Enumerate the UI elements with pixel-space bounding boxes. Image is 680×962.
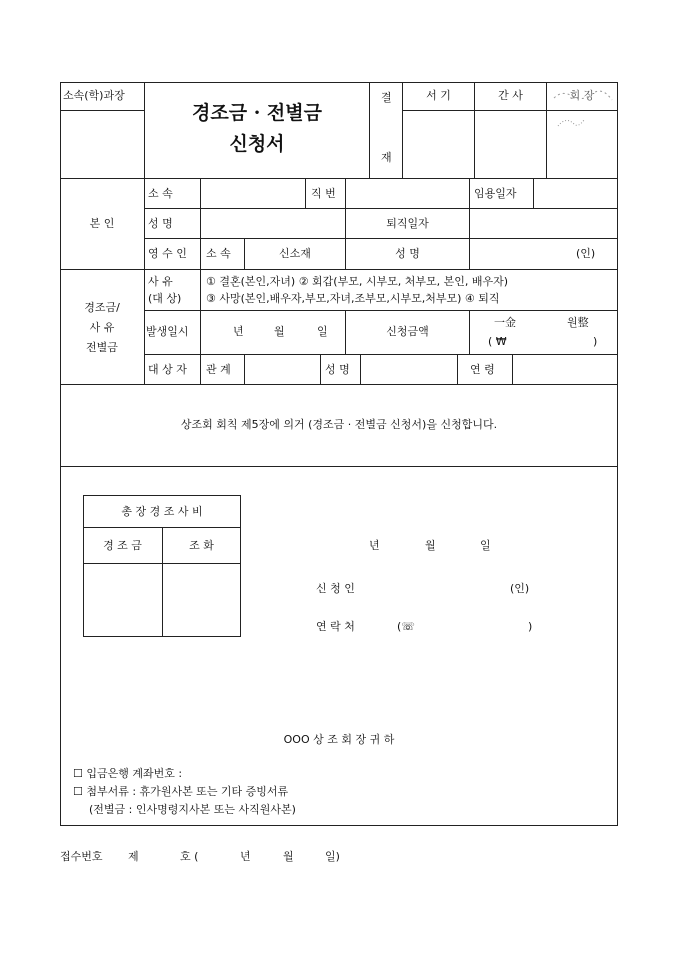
receipt-label: 접수번호 [60,850,103,863]
name-label: 성 명 [148,217,173,230]
reason-options-line2: ③ 사망(본인,배우자,부모,자녀,조부모,시부모,처부모) ④ 퇴직 [206,292,500,305]
fee-box-wreath-col: 조 화 [189,539,214,552]
signature-secretary-label: 서 기 [426,89,451,102]
benefit-section-label-2: 사 유 [89,321,115,334]
benefit-section-label-3: 전별금 [86,341,118,354]
amount-korean-prefix: 一金 [494,316,516,329]
contact-phone-prefix: (☏ [397,620,416,633]
signature-president-label: 회 장 [569,89,595,102]
applicant-seal: (인) [510,582,530,595]
applicant-section-label: 본 인 [89,217,115,230]
reason-options-line1: ① 결혼(본인,자녀) ② 회갑(부모, 시부모, 처부모, 본인, 배우자) [206,275,508,288]
form-title-line2: 신청서 [229,133,285,155]
farewell-attachment-note: (전별금 : 인사명령지사본 또는 사직원사본) [89,803,296,816]
affiliation-label: 소 속 [148,187,173,200]
department-head-label: 소속(학)과장 [63,89,125,102]
hire-date-label: 임용일자 [474,187,517,200]
sign-day-unit: 일 [480,539,491,552]
retire-date-label: 퇴직일자 [386,217,429,230]
approval-label-top: 결 [381,91,392,104]
occurred-day-unit: 일 [317,325,328,338]
occurred-year-unit: 년 [233,325,244,338]
recipient-affiliation-value: 신소재 [279,247,311,260]
amount-won-suffix: ) [593,335,598,348]
recipient-name-label: 성 명 [395,247,420,260]
target-name-label: 성 명 [325,363,350,376]
amount-won-prefix: ( ₩ [488,335,507,348]
bank-account-note: ☐ 입금은행 계좌번호 : [73,767,183,780]
sign-month-unit: 월 [425,539,436,552]
age-label: 연 령 [470,363,495,376]
receipt-month-unit: 월 [283,850,294,863]
application-statement: 상조회 회칙 제5장에 의거 (경조금 · 전별금 신청서)을 신청합니다. [180,418,498,431]
benefit-section-label-1: 경조금/ [84,301,120,314]
amount-korean-suffix: 원整 [567,316,589,329]
reason-label: 사 유 [148,275,173,288]
position-label: 직 번 [311,187,336,200]
applicant-sign-label: 신 청 인 [316,582,355,595]
occurred-date-label: 발생일시 [146,325,189,338]
receipt-year-unit: 년 [240,850,251,863]
sign-year-unit: 년 [369,539,380,552]
recipient-label: 영 수 인 [148,247,187,260]
receipt-day-unit: 일) [325,850,340,863]
contact-label: 연 락 처 [316,620,355,633]
receipt-no-prefix: 제 [128,850,139,863]
fee-box-condolence-col: 경 조 금 [103,539,142,552]
recipient-affiliation-label: 소 속 [206,247,231,260]
amount-label: 신청금액 [386,325,429,338]
president-signature-stamp [548,86,616,136]
approval-label-bottom: 재 [381,151,392,164]
signature-treasurer-label: 간 사 [498,89,523,102]
reason-target-label: (대 상) [148,292,182,305]
recipient-seal: (인) [576,247,596,260]
attachment-note: ☐ 첨부서류 : 휴가원사본 또는 기타 증빙서류 [73,785,289,798]
fee-box-title: 총 장 경 조 사 비 [121,505,203,518]
form-title-line1: 경조금 · 전별금 [192,102,322,124]
addressee: OOO 상 조 회 장 귀 하 [283,733,395,746]
occurred-month-unit: 월 [274,325,285,338]
receipt-no-suffix: 호 ( [180,850,199,863]
relation-label: 관 계 [206,363,231,376]
contact-phone-suffix: ) [528,620,533,633]
target-person-label: 대 상 자 [148,363,187,376]
